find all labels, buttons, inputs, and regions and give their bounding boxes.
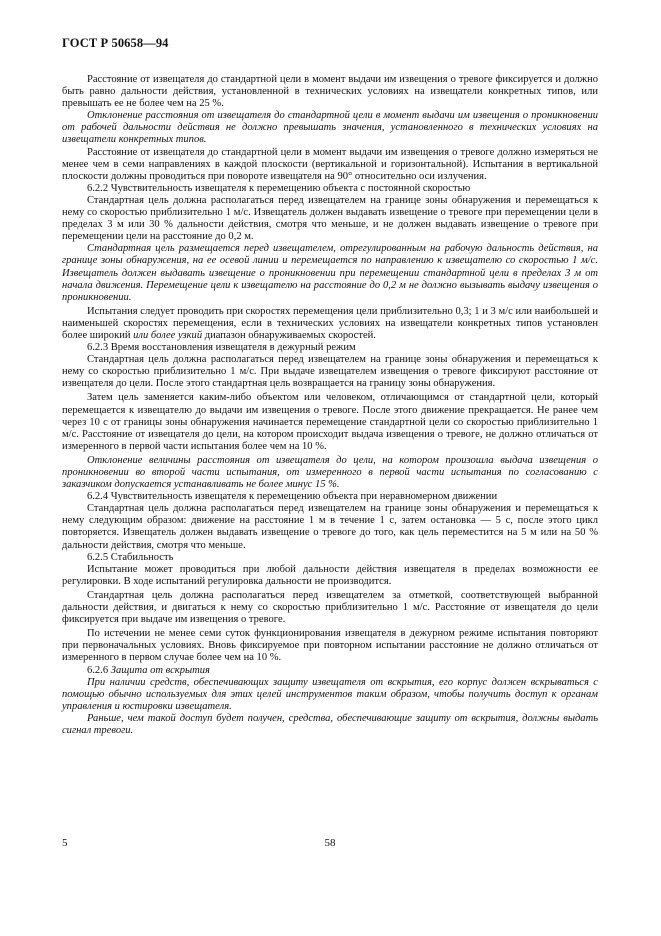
page-number: 58	[324, 837, 336, 849]
document-body	[62, 74, 598, 737]
italic-text-run: или более узкий	[133, 329, 203, 341]
paragraph: Стандартная цель должна располагаться перед извещателем на границе зоны обнаружения и перемещаться к нему со скоростью приблизительно 1 м/с. Извещатель должен выдавать извещение о тревоге при перемещении цели в пределах 3 м или 30 % дальности действия, смотря что меньше, и не должен выдавать извещение о тревоге при перемещении цели на расстояние до 0,2 м.	[62, 194, 598, 243]
text-run: Испытания следует проводить при скоростях перемещения цели приблизительно 0,3; 1 и 3 м/с или наибольшей и наименьшей скоростях перемещения, если в технических условиях на извещатели конкретных типов установлен более широкий	[62, 305, 598, 341]
paragraph: Затем цель заменяется каким-либо объектом или человеком, отличающимся от стандартной цели, который перемещается к извещателю до выдачи им извещения о тревоге. После этого движение прекращается. Не ранее чем через 10 с от границы зоны обнаружения начинается перемещение стандартной цели со скоростью приблизительно 1 м/с. Расстояние от извещателя до цели, на котором происходит выдача извещения о тревоге, не должно отличаться от измеренного в первой части испытания более чем на 10 %.	[62, 392, 598, 452]
paragraph-test-speeds	[62, 306, 598, 342]
paragraph: Стандартная цель должна располагаться перед извещателем за отметкой, соответствующей выбранной дальности действия, и двигаться к нему со скоростью приблизительно 1 м/с. Расстояние от извещателя до цели фиксируется при выдаче им извещения о тревоге.	[62, 589, 598, 626]
section-number: 6.2.6	[87, 664, 109, 676]
text-run: диапазон обнаруживаемых скоростей.	[204, 329, 376, 341]
section-heading-6-2-3: 6.2.3 Время восстановления извещателя в дежурный режим	[87, 342, 356, 354]
italic-paragraph: Отклонение величины расстояния от извещателя до цели, на котором произошла выдача извещения о проникновении во второй части испытания, от измеренного в первой части испытания по согласованию с заказчиком допускается устанавливать не более минус 15 %.	[62, 454, 598, 491]
italic-paragraph: Раньше, чем такой доступ будет получен, средства, обеспечивающие защиту от вскрытия, должны выдать сигнал тревоги.	[62, 712, 598, 736]
paragraph: Расстояние от извещателя до стандартной цели в момент выдачи им извещения о тревоге фиксируется и должно быть равно дальности действия, установленной в технических условиях на извещатели конкретных типов, или превышать ее не более чем на 25 %.	[62, 74, 598, 110]
section-number-footer: 5	[62, 837, 68, 849]
paragraph: Испытание может проводиться при любой дальности действия извещателя в пределах возможности ее регулировки. В ходе испытаний регулировка дальности не производится.	[62, 563, 598, 587]
paragraph: Стандартная цель должна располагаться перед извещателем на границе зоны обнаружения и перемещаться к нему со скоростью приблизительно 1 м/с. При выдаче извещателем извещения о тревоге фиксируют расстояние от извещателя до цели. После этого стандартная цель возвращается на границу зоны обнаружения.	[62, 354, 598, 390]
section-title: Защита от вскрытия	[110, 664, 210, 676]
italic-paragraph: При наличии средств, обеспечивающих защиту извещателя от вскрытия, его корпус должен вскрываться с помощью обычно используемых для этих целей инструментов таким образом, чтобы получить доступ к органам управления и юстировки извещателя.	[62, 676, 598, 712]
section-heading-6-2-5: 6.2.5 Стабильность	[87, 551, 174, 563]
section-heading-6-2-2: 6.2.2 Чувствительность извещателя к перемещению объекта с постоянной скоростью	[87, 182, 471, 194]
document-code: ГОСТ Р 50658—94	[62, 36, 169, 50]
italic-paragraph: Отклонение расстояния от извещателя до стандартной цели в момент выдачи им извещения о проникновении от рабочей дальности действия не должно превышать значения, установленного в технических условиях на извещатели конкретных типов.	[62, 110, 598, 146]
paragraph: По истечении не менее семи суток функционирования извещателя в дежурном режиме испытания повторяют при первоначальных условиях. Вновь фиксируемое при повторном испытании расстояние не должно отличаться от измеренного в первом случае более чем на 10 %.	[62, 628, 598, 664]
paragraph: Стандартная цель должна располагаться перед извещателем на границе зоны обнаружения и перемещаться к нему следующим образом: движение на расстояние 1 м в течение 1 с, затем остановка — 5 с, после этого цикл повторяется. Извещатель должен выдавать извещение о тревоге до того, как цель переместится на 5 м или на 50 % дальности действия, смотря что меньше.	[62, 503, 598, 551]
section-heading-6-2-4: 6.2.4 Чувствительность извещателя к перемещению объекта при неравномерном движении	[87, 491, 498, 503]
paragraph: Расстояние от извещателя до стандартной цели в момент выдачи им извещения о тревоге должно измеряться не менее чем в семи направлениях в каждой плоскости (вертикальной и горизонтальной). Испытания в вертикальной плоскости должны проводиться при повороте извещателя на 90° относительно оси излучения.	[62, 146, 598, 182]
section-heading-6-2-6	[62, 665, 598, 677]
italic-paragraph: Стандартная цель размещается перед извещателем, отрегулированным на рабочую дальность действия, на границе зоны обнаружения, на ее осевой линии и перемещается по направлению к извещателю со скоростью 1 м/с. Извещатель должен выдавать извещение о проникновении при перемещении стандартной цели в пределах 3 м от начала движения. Перемещение цели к извещателю на расстояние до 0,2 м не должно вызывать выдачу извещения о проникновении.	[62, 243, 598, 303]
